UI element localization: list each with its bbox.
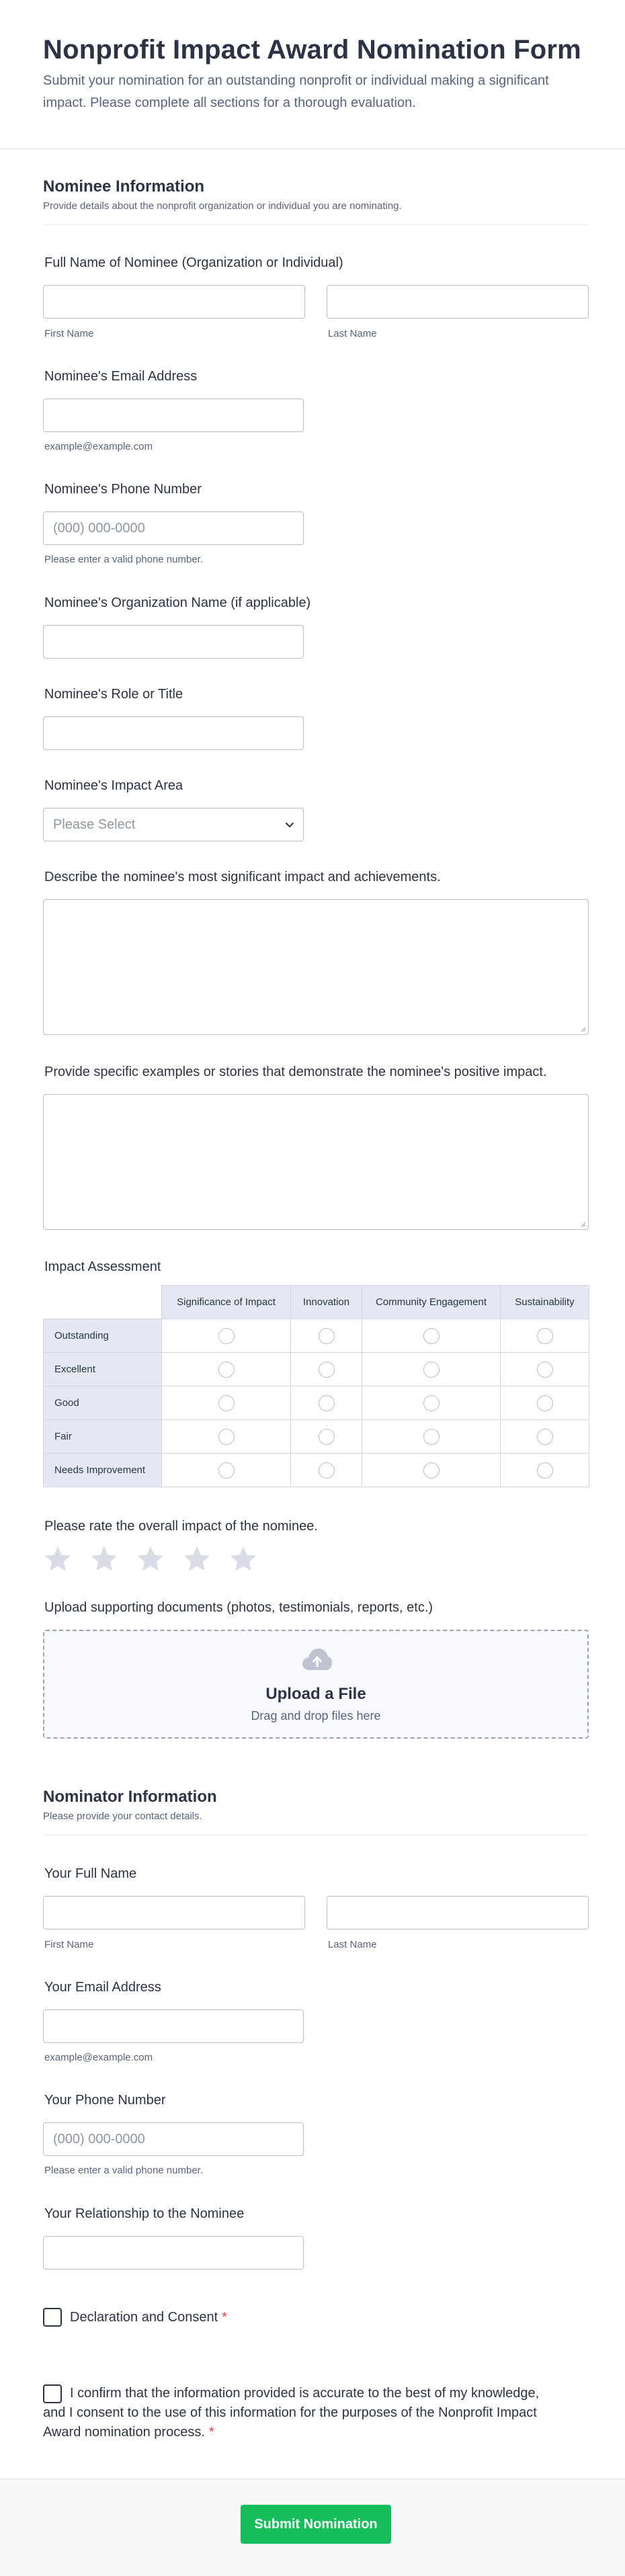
confirm-label: I confirm that the information provided is accurate to the best of my knowledge, and I consent to the use of this information for the purposes of the Nonprofit Impact Award nomination process. * bbox=[43, 2386, 540, 2440]
nominator-email-sublabel: example@example.com bbox=[44, 2052, 153, 2063]
nominee-email-label: Nominee's Email Address bbox=[44, 369, 198, 384]
nominee-email-input[interactable] bbox=[43, 399, 304, 432]
nominee-first-name-sublabel: First Name bbox=[44, 328, 94, 339]
nominator-phone-label: Your Phone Number bbox=[44, 2093, 166, 2108]
matrix-row-header: Excellent bbox=[44, 1353, 162, 1386]
nominee-phone-label: Nominee's Phone Number bbox=[44, 482, 202, 497]
matrix-row bbox=[44, 1420, 589, 1454]
matrix-radio[interactable] bbox=[537, 1362, 553, 1378]
nominator-full-name-label: Your Full Name bbox=[44, 1866, 137, 1881]
matrix-radio[interactable] bbox=[319, 1462, 335, 1479]
matrix-radio[interactable] bbox=[319, 1362, 335, 1378]
required-asterisk: * bbox=[208, 2425, 214, 2440]
upload-subtitle: Drag and drop files here bbox=[251, 1709, 381, 1722]
matrix-row bbox=[44, 1353, 589, 1386]
relationship-label: Your Relationship to the Nominee bbox=[44, 2206, 245, 2221]
resize-grip-icon[interactable] bbox=[579, 1026, 586, 1032]
matrix-column-header: Sustainability bbox=[501, 1286, 589, 1319]
star-icon[interactable] bbox=[228, 1544, 258, 1574]
matrix-radio[interactable] bbox=[423, 1362, 440, 1378]
upload-title: Upload a File bbox=[265, 1685, 366, 1703]
matrix-radio[interactable] bbox=[537, 1395, 553, 1411]
matrix-radio[interactable] bbox=[537, 1328, 553, 1344]
matrix-row-header: Needs Improvement bbox=[44, 1454, 162, 1487]
nominee-org-label: Nominee's Organization Name (if applicable) bbox=[44, 595, 311, 610]
matrix-row-header: Good bbox=[44, 1386, 162, 1420]
form-subtitle: Submit your nomination for an outstanding nonprofit or individual making a significant impact. Please complete all sections for a thorough evaluation. bbox=[43, 73, 549, 110]
nominee-first-name-input[interactable] bbox=[43, 285, 305, 319]
nominator-section-subtitle: Please provide your contact details. bbox=[43, 1811, 202, 1822]
star-icon[interactable] bbox=[182, 1544, 212, 1574]
nominee-role-label: Nominee's Role or Title bbox=[44, 687, 183, 702]
examples-label: Provide specific examples or stories that demonstrate the nominee's positive impact. bbox=[44, 1065, 547, 1079]
matrix-radio[interactable] bbox=[423, 1395, 440, 1411]
nominee-role-input[interactable] bbox=[43, 716, 304, 750]
nominator-section-title: Nominator Information bbox=[43, 1788, 217, 1806]
submit-button[interactable]: Submit Nomination bbox=[241, 2505, 391, 2544]
chevron-down-icon bbox=[283, 818, 296, 831]
matrix-radio[interactable] bbox=[537, 1462, 553, 1479]
star-icon[interactable] bbox=[89, 1544, 119, 1574]
nominee-full-name-label: Full Name of Nominee (Organization or Individual) bbox=[44, 255, 343, 270]
matrix-column-header: Innovation bbox=[291, 1286, 362, 1319]
cloud-upload-icon bbox=[301, 1646, 333, 1673]
matrix-row-header: Fair bbox=[44, 1420, 162, 1454]
matrix-radio[interactable] bbox=[218, 1362, 235, 1378]
matrix-radio[interactable] bbox=[218, 1328, 235, 1344]
impact-assessment-matrix bbox=[43, 1285, 589, 1487]
star-icon[interactable] bbox=[136, 1544, 165, 1574]
upload-label: Upload supporting documents (photos, testimonials, reports, etc.) bbox=[44, 1600, 433, 1615]
matrix-radio[interactable] bbox=[218, 1462, 235, 1479]
star-icon[interactable] bbox=[43, 1544, 73, 1574]
matrix-radio[interactable] bbox=[537, 1429, 553, 1445]
nominee-impact-area-select[interactable] bbox=[43, 808, 304, 841]
declaration-checkbox[interactable] bbox=[43, 2308, 62, 2327]
nominee-phone-input[interactable] bbox=[43, 511, 304, 545]
achievements-label: Describe the nominee's most significant impact and achievements. bbox=[44, 870, 441, 884]
select-value: Please Select bbox=[53, 817, 136, 832]
nominator-first-name-input[interactable] bbox=[43, 1896, 305, 1929]
declaration-label: Declaration and Consent * bbox=[70, 2310, 227, 2325]
matrix-radio[interactable] bbox=[218, 1395, 235, 1411]
examples-textarea[interactable] bbox=[43, 1094, 589, 1230]
matrix-row-header: Outstanding bbox=[44, 1319, 162, 1353]
nominee-section-title: Nominee Information bbox=[43, 177, 205, 196]
file-upload-dropzone[interactable] bbox=[43, 1630, 589, 1739]
matrix-radio[interactable] bbox=[319, 1328, 335, 1344]
impact-assessment-label: Impact Assessment bbox=[44, 1259, 161, 1274]
matrix-radio[interactable] bbox=[218, 1429, 235, 1445]
section-divider bbox=[43, 224, 589, 225]
form-footer bbox=[0, 2479, 625, 2576]
matrix-row bbox=[44, 1319, 589, 1353]
nominee-email-sublabel: example@example.com bbox=[44, 441, 153, 452]
matrix-row bbox=[44, 1454, 589, 1487]
form-title: Nonprofit Impact Award Nomination Form bbox=[43, 35, 581, 65]
nominator-phone-input[interactable] bbox=[43, 2122, 304, 2156]
form-header bbox=[0, 0, 625, 149]
matrix-row bbox=[44, 1386, 589, 1420]
matrix-column-header: Community Engagement bbox=[362, 1286, 501, 1319]
rating-label: Please rate the overall impact of the nominee. bbox=[44, 1519, 318, 1534]
matrix-radio[interactable] bbox=[423, 1328, 440, 1344]
nominee-phone-sublabel: Please enter a valid phone number. bbox=[44, 554, 203, 565]
nominee-impact-area-label: Nominee's Impact Area bbox=[44, 778, 183, 793]
matrix-corner bbox=[44, 1286, 162, 1319]
nominator-phone-sublabel: Please enter a valid phone number. bbox=[44, 2165, 203, 2176]
matrix-radio[interactable] bbox=[423, 1429, 440, 1445]
nominee-org-input[interactable] bbox=[43, 625, 304, 659]
nominator-first-name-sublabel: First Name bbox=[44, 1939, 94, 1950]
nominator-email-input[interactable] bbox=[43, 2009, 304, 2043]
required-asterisk: * bbox=[222, 2310, 227, 2325]
nominee-last-name-input[interactable] bbox=[327, 285, 589, 319]
nominator-last-name-sublabel: Last Name bbox=[328, 1939, 377, 1950]
matrix-radio[interactable] bbox=[319, 1429, 335, 1445]
resize-grip-icon[interactable] bbox=[579, 1220, 586, 1227]
matrix-radio[interactable] bbox=[423, 1462, 440, 1479]
matrix-radio[interactable] bbox=[319, 1395, 335, 1411]
nominee-last-name-sublabel: Last Name bbox=[328, 328, 377, 339]
nominee-section-subtitle: Provide details about the nonprofit organization or individual you are nominating. bbox=[43, 200, 402, 212]
nominator-email-label: Your Email Address bbox=[44, 1980, 161, 1995]
achievements-textarea[interactable] bbox=[43, 899, 589, 1035]
nominator-last-name-input[interactable] bbox=[327, 1896, 589, 1929]
matrix-column-header: Significance of Impact bbox=[162, 1286, 291, 1319]
relationship-input[interactable] bbox=[43, 2236, 304, 2270]
